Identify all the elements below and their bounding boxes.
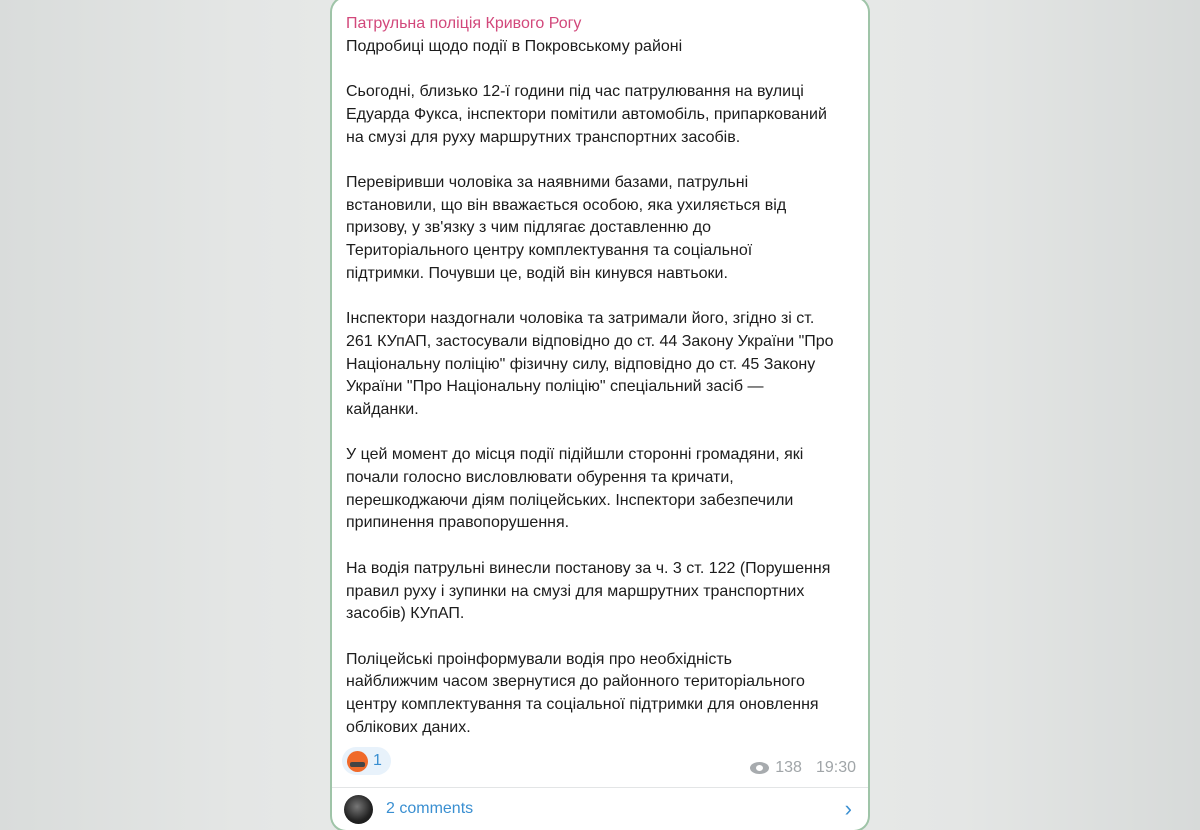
chevron-right-icon: › <box>844 796 852 822</box>
message-bubble <box>332 0 868 830</box>
paragraph-line: найближчим часом звернутися до районного територіального <box>346 673 805 691</box>
paragraph-line: засобів) КУпАП. <box>346 605 465 623</box>
paragraph-line: Національну поліцію" фізичну силу, відповідно до ст. 45 Закону <box>346 355 816 373</box>
message-meta <box>750 759 856 777</box>
comments-button[interactable] <box>332 788 868 830</box>
paragraph-line: центру комплектування та соціальної підтримки для оновлення <box>346 696 819 713</box>
paragraph-line: Інспектори наздогнали чоловіка та затримали його, згідно зі ст. <box>346 310 815 328</box>
paragraph-line: встановили, що він вважається особою, яка ухиляється від <box>346 196 787 214</box>
post-title: Подробиці щодо події в Покровському районі <box>346 37 683 55</box>
post-paragraph <box>346 172 854 286</box>
paragraph-line: У цей момент до місця події підійшли сторонні громадяни, які <box>346 446 804 464</box>
reaction-button[interactable] <box>342 747 391 775</box>
paragraph-line: Поліцейські проінформували водія про необхідність <box>346 650 733 668</box>
post-paragraph <box>346 81 854 149</box>
message-time: 19:30 <box>815 759 856 777</box>
post-paragraph <box>346 444 854 535</box>
paragraph-line: підтримки. Почувши це, водій він кинувся навтьоки. <box>346 264 728 282</box>
view-count: 138 <box>775 759 802 777</box>
post-paragraph <box>346 649 854 740</box>
paragraph-line: Територіального центру комплектування та соціальної <box>346 242 753 259</box>
eye-icon <box>750 762 769 774</box>
paragraph-line: призову, у зв'язку з чим підлягає доставленню до <box>346 219 711 237</box>
commenter-avatar <box>344 795 373 824</box>
post-paragraph <box>346 308 854 422</box>
message-footer <box>332 747 868 781</box>
channel-name[interactable]: Патрульна поліція Кривого Рогу <box>346 15 582 32</box>
paragraph-line: 261 КУпАП, застосували відповідно до ст. 44 Закону України "Про <box>346 332 834 350</box>
paragraph-line: облікових даних. <box>346 718 471 736</box>
paragraph-line: Едуарда Фукса, інспектори помітили автомобіль, припаркований <box>346 105 827 123</box>
angry-face-emoji-icon <box>347 751 368 772</box>
paragraph-line: На водія патрульні винесли постанову за ч. 3 ст. 122 (Порушення <box>346 559 831 577</box>
paragraph-line: кайданки. <box>346 400 419 418</box>
paragraph-line: почали голосно висловлювати обурення та кричати, <box>346 469 734 486</box>
paragraph-line: Сьогодні, близько 12-ї години під час патрулювання на вулиці <box>346 83 804 101</box>
paragraph-line: правил руху і зупинки на смузі для маршрутних транспортних <box>346 582 805 600</box>
post-paragraph <box>346 558 854 626</box>
paragraph-line: на смузі для руху маршрутних транспортних засобів. <box>346 128 741 146</box>
reaction-count: 1 <box>373 752 382 770</box>
paragraph-line: перешкоджаючи діям поліцейських. Інспектори забезпечили <box>346 491 794 509</box>
paragraph-line: України "Про Національну поліцію" спеціальний засіб — <box>346 378 764 396</box>
comments-label: 2 comments <box>386 800 474 818</box>
paragraph-line: Перевіривши чоловіка за наявними базами, патрульні <box>346 173 749 191</box>
paragraph-line: припинення правопорушення. <box>346 514 570 532</box>
